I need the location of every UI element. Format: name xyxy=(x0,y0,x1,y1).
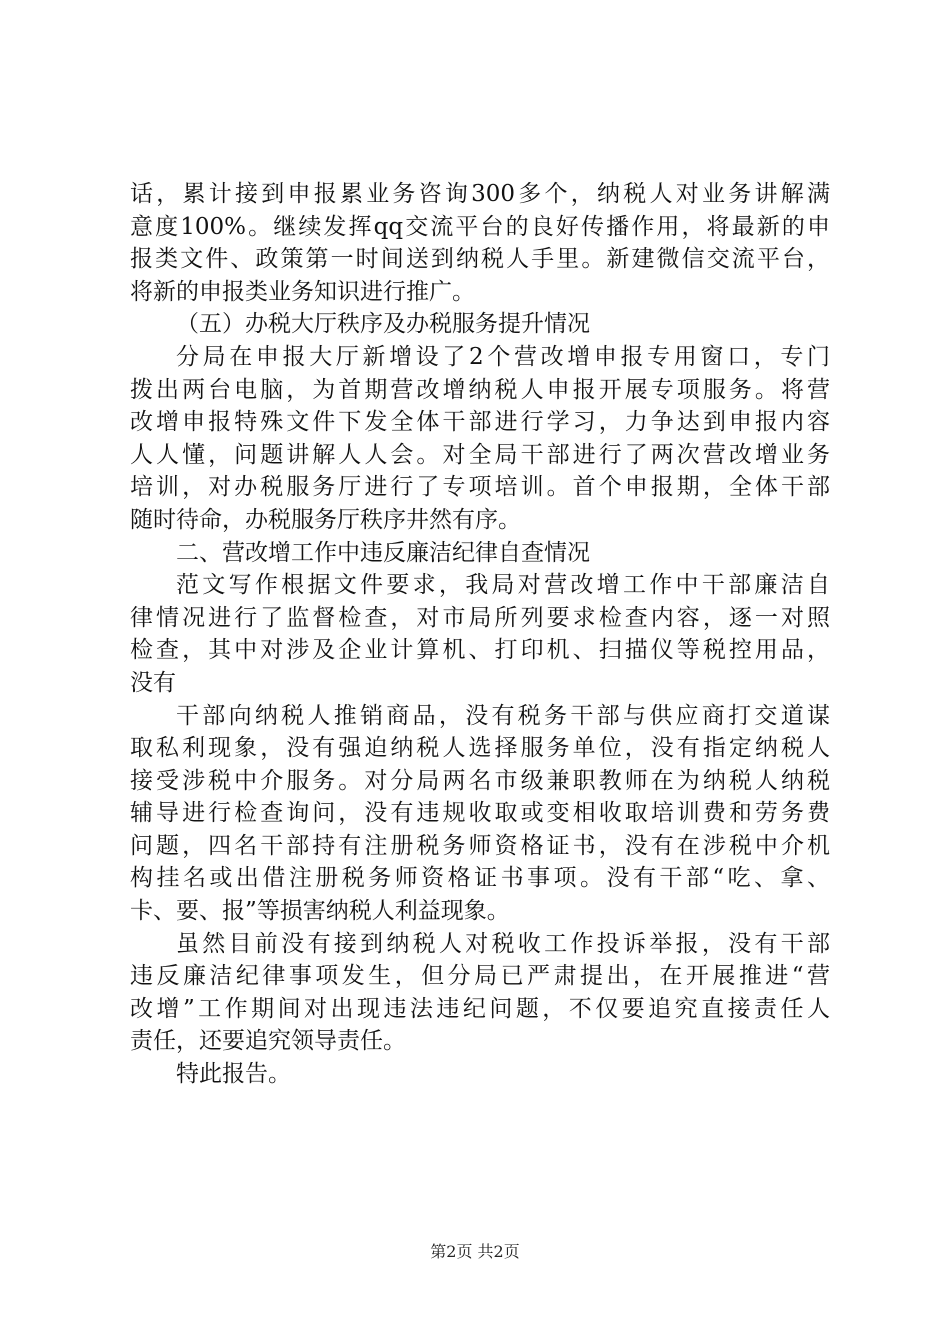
text-line: 违反廉洁纪律事项发生，但分局已严肃提出，在开展推进“营 xyxy=(130,963,830,990)
text-line: 拨出两台电脑，为首期营改增纳税人申报开展专项服务。将营 xyxy=(130,376,830,403)
text-line: 将新的申报类业务知识进行推广。 xyxy=(130,278,475,305)
page-number-label: 第2页 共2页 xyxy=(430,1242,520,1261)
text-line: 特此报告。 xyxy=(176,1061,291,1088)
text-line: 改增申报特殊文件下发全体干部进行学习，力争达到申报内容 xyxy=(130,409,830,436)
text-line: 构挂名或出借注册税务师资格证书事项。没有干部“吃、拿、 xyxy=(130,865,830,892)
text-line: 没有 xyxy=(130,669,176,696)
text-line: 卡、要、报”等损害纳税人利益现象。 xyxy=(130,898,510,925)
text-line: 随时待命，办税服务厅秩序井然有序。 xyxy=(130,506,521,533)
text-line: 人人懂，问题讲解人人会。对全局干部进行了两次营改增业务 xyxy=(130,441,830,468)
text-line: 意度100%。继续发挥qq交流平台的良好传播作用，将最新的申 xyxy=(130,213,830,240)
text-line: 责任，还要追究领导责任。 xyxy=(130,1028,406,1055)
text-line: 范文写作根据文件要求，我局对营改增工作中干部廉洁自 xyxy=(176,572,830,599)
text-line: 虽然目前没有接到纳税人对税收工作投诉举报，没有干部 xyxy=(176,930,830,957)
text-line: 干部向纳税人推销商品，没有税务干部与供应商打交道谋 xyxy=(176,702,830,729)
text-line: 辅导进行检查询问，没有违规收取或变相收取培训费和劳务费 xyxy=(130,800,830,827)
text-line: （五）办税大厅秩序及办税服务提升情况 xyxy=(176,311,590,338)
text-line: 检查，其中对涉及企业计算机、打印机、扫描仪等税控用品， xyxy=(130,637,830,664)
text-line: 报类文件、政策第一时间送到纳税人手里。新建微信交流平台， xyxy=(130,246,830,273)
page-footer xyxy=(0,1242,950,1262)
text-line: 培训，对办税服务厅进行了专项培训。首个申报期，全体干部 xyxy=(130,474,830,501)
text-line: 改增”工作期间对出现违法违纪问题，不仅要追究直接责任人 xyxy=(130,995,830,1022)
text-line: 问题，四名干部持有注册税务师资格证书，没有在涉税中介机 xyxy=(130,832,830,859)
text-line: 话，累计接到申报累业务咨询300多个，纳税人对业务讲解满 xyxy=(130,181,830,207)
text-line: 接受涉税中介服务。对分局两名市级兼职教师在为纳税人纳税 xyxy=(130,767,830,794)
text-line: 律情况进行了监督检查，对市局所列要求检查内容，逐一对照 xyxy=(130,604,830,631)
text-line: 二、营改增工作中违反廉洁纪律自查情况 xyxy=(176,539,590,566)
document-body xyxy=(130,178,830,1091)
text-line: 取私利现象，没有强迫纳税人选择服务单位，没有指定纳税人 xyxy=(130,735,830,762)
text-line: 分局在申报大厅新增设了2个营改增申报专用窗口，专门 xyxy=(176,343,830,370)
